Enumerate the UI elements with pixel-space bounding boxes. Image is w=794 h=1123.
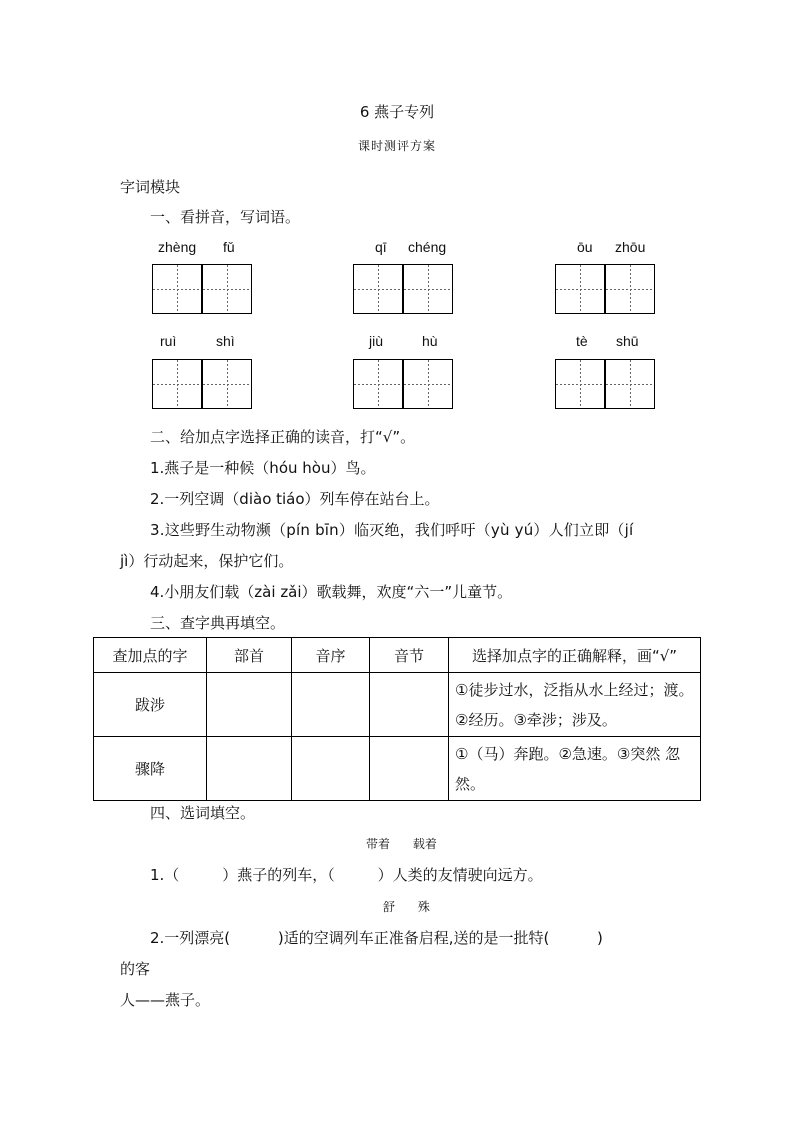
page-subtitle: 课时测评方案 <box>357 139 436 153</box>
pinyin-1: ruì <box>160 333 177 349</box>
tian-grid-box[interactable] <box>605 264 655 314</box>
blank-cell[interactable] <box>292 737 370 801</box>
q4-line-1: 1.（ ）燕子的列车，（ ）人类的友情驶向远方。 <box>150 866 543 884</box>
q2-line: 3.这些野生动物濒（pín bīn）临灭绝，我们呼吁（yù yú）人们立即（jí <box>150 521 634 539</box>
pinyin-1: zhèng <box>158 239 197 255</box>
q3-heading: 三、查字典再填空。 <box>150 614 286 632</box>
q4-line-2-end: 人——燕子。 <box>120 991 211 1009</box>
tian-grid-box[interactable] <box>152 359 202 409</box>
q4-line-2: 2.一列漂亮( )适的空调列车正准备启程,送的是一批特( ) <box>150 929 603 947</box>
q2-line: 4.小朋友们载（zài zǎi）歌载舞，欢度“六一”儿童节。 <box>150 583 513 601</box>
q4-line-2-cont: 的客 <box>120 960 151 978</box>
pinyin-1: tè <box>576 333 588 349</box>
q2-line: 2.一列空调（diào tiáo）列车停在站台上。 <box>150 490 440 508</box>
dictionary-table <box>93 637 701 801</box>
pinyin-1: jiù <box>369 333 384 349</box>
table-row <box>94 737 701 801</box>
table-header-cell: 选择加点字的正确解释，画“√” <box>449 638 701 673</box>
blank-cell[interactable] <box>207 737 292 801</box>
pinyin-1: ōu <box>577 239 593 255</box>
pinyin-2: fǔ <box>223 239 235 255</box>
tian-grid-box[interactable] <box>555 264 605 314</box>
tian-grid-box[interactable] <box>605 359 655 409</box>
word-choices-2: 舒 殊 <box>383 900 430 914</box>
pinyin-2: zhōu <box>615 239 646 255</box>
table-header-cell: 音序 <box>292 638 370 673</box>
explanation-cell[interactable]: ①（马）奔跑。②急速。③突然 忽然。 <box>449 737 701 801</box>
pinyin-2: shū <box>616 333 639 349</box>
table-header-cell: 查加点的字 <box>94 638 207 673</box>
tian-grid-box[interactable] <box>202 264 252 314</box>
tian-grid-box[interactable] <box>202 359 252 409</box>
tian-grid-box[interactable] <box>403 359 453 409</box>
q2-line: jì）行动起来，保护它们。 <box>120 552 294 570</box>
word-cell: 跋涉 <box>94 673 207 737</box>
table-row <box>94 673 701 737</box>
q2-line: 1.燕子是一种候（hóu hòu）鸟。 <box>150 459 376 477</box>
pinyin-1: qī <box>375 239 387 255</box>
table-header-cell: 音节 <box>370 638 449 673</box>
tian-grid-box[interactable] <box>353 264 403 314</box>
blank-cell[interactable] <box>370 673 449 737</box>
pinyin-2: chéng <box>408 239 447 255</box>
page-title: 6 燕子专列 <box>359 103 435 121</box>
explanation-cell[interactable]: ①徒步过水，泛指从水上经过；渡。②经历。③牵涉；涉及。 <box>449 673 701 737</box>
tian-grid-box[interactable] <box>403 264 453 314</box>
blank-cell[interactable] <box>370 737 449 801</box>
section-heading: 字词模块 <box>120 178 181 196</box>
tian-grid-box[interactable] <box>555 359 605 409</box>
q1-heading: 一、看拼音，写词语。 <box>150 208 301 226</box>
word-cell: 骤降 <box>94 737 207 801</box>
pinyin-2: shì <box>216 333 235 349</box>
q2-heading: 二、给加点字选择正确的读音，打“√”。 <box>150 428 416 446</box>
pinyin-2: hù <box>422 333 438 349</box>
table-header-cell: 部首 <box>207 638 292 673</box>
blank-cell[interactable] <box>292 673 370 737</box>
blank-cell[interactable] <box>207 673 292 737</box>
q4-heading: 四、选词填空。 <box>150 804 256 822</box>
tian-grid-box[interactable] <box>353 359 403 409</box>
table-header-row <box>94 638 701 673</box>
tian-grid-box[interactable] <box>152 264 202 314</box>
word-choices-1: 带着 载着 <box>366 837 437 851</box>
